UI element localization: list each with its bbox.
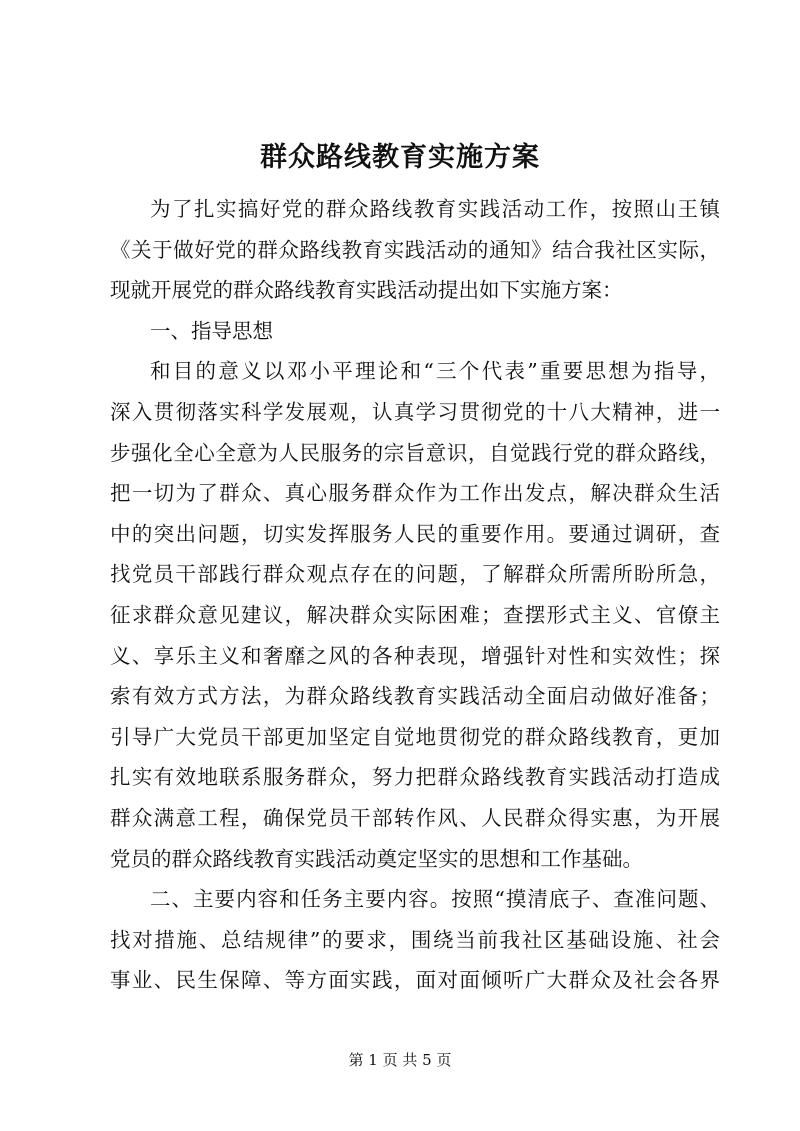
body-line: 步强化全心全意为人民服务的宗旨意识，自觉践行党的群众路线，	[110, 440, 720, 465]
body-line: 现就开展党的群众路线教育实践活动提出如下实施方案：	[110, 278, 623, 303]
body-line: 为了扎实搞好党的群众路线教育实践活动工作，按照山王镇	[150, 197, 720, 221]
body-line: 扎实有效地联系服务群众，努力把群众路线教育实践活动打造成	[110, 765, 720, 790]
page-footer: 第 1 页 共 5 页	[348, 1051, 452, 1069]
body-line: 引导广大党员干部更加坚定自觉地贯彻党的群众路线教育，更加	[110, 724, 720, 749]
body-line: 《关于做好党的群众路线教育实践活动的通知》结合我社区实际，	[110, 237, 720, 262]
body-line: 事业、民生保障、等方面实践，面对面倾听广大群众及社会各界	[110, 968, 720, 993]
body-line: 二、主要内容和任务主要内容。按照“摸清底子、查准问题、	[150, 887, 720, 912]
body-line: 征求群众意见建议，解决群众实际困难；查摆形式主义、官僚主	[110, 602, 720, 627]
document-body	[110, 189, 720, 1001]
body-line: 一、指导思想	[150, 318, 273, 343]
body-line: 找对措施、总结规律”的要求，围绕当前我社区基础设施、社会	[110, 927, 720, 952]
body-line: 把一切为了群众、真心服务群众作为工作出发点，解决群众生活	[110, 481, 720, 506]
body-line: 找党员干部践行群众观点存在的问题，了解群众所需所盼所急，	[110, 562, 720, 587]
document-title: 群众路线教育实施方案	[260, 142, 540, 173]
body-line: 深入贯彻落实科学发展观，认真学习贯彻党的十八大精神，进一	[110, 399, 720, 424]
body-line: 群众满意工程，确保党员干部转作风、人民群众得实惠，为开展	[110, 805, 720, 830]
body-line: 党员的群众路线教育实践活动奠定坚实的思想和工作基础。	[110, 846, 643, 871]
body-line: 和目的意义以邓小平理论和“三个代表”重要思想为指导，	[150, 359, 720, 384]
body-line: 义、享乐主义和奢靡之风的各种表现，增强针对性和实效性；探	[110, 643, 720, 668]
body-line: 中的突出问题，切实发挥服务人民的重要作用。要通过调研，查	[110, 521, 720, 546]
body-line: 索有效方式方法，为群众路线教育实践活动全面启动做好准备；	[110, 684, 720, 709]
